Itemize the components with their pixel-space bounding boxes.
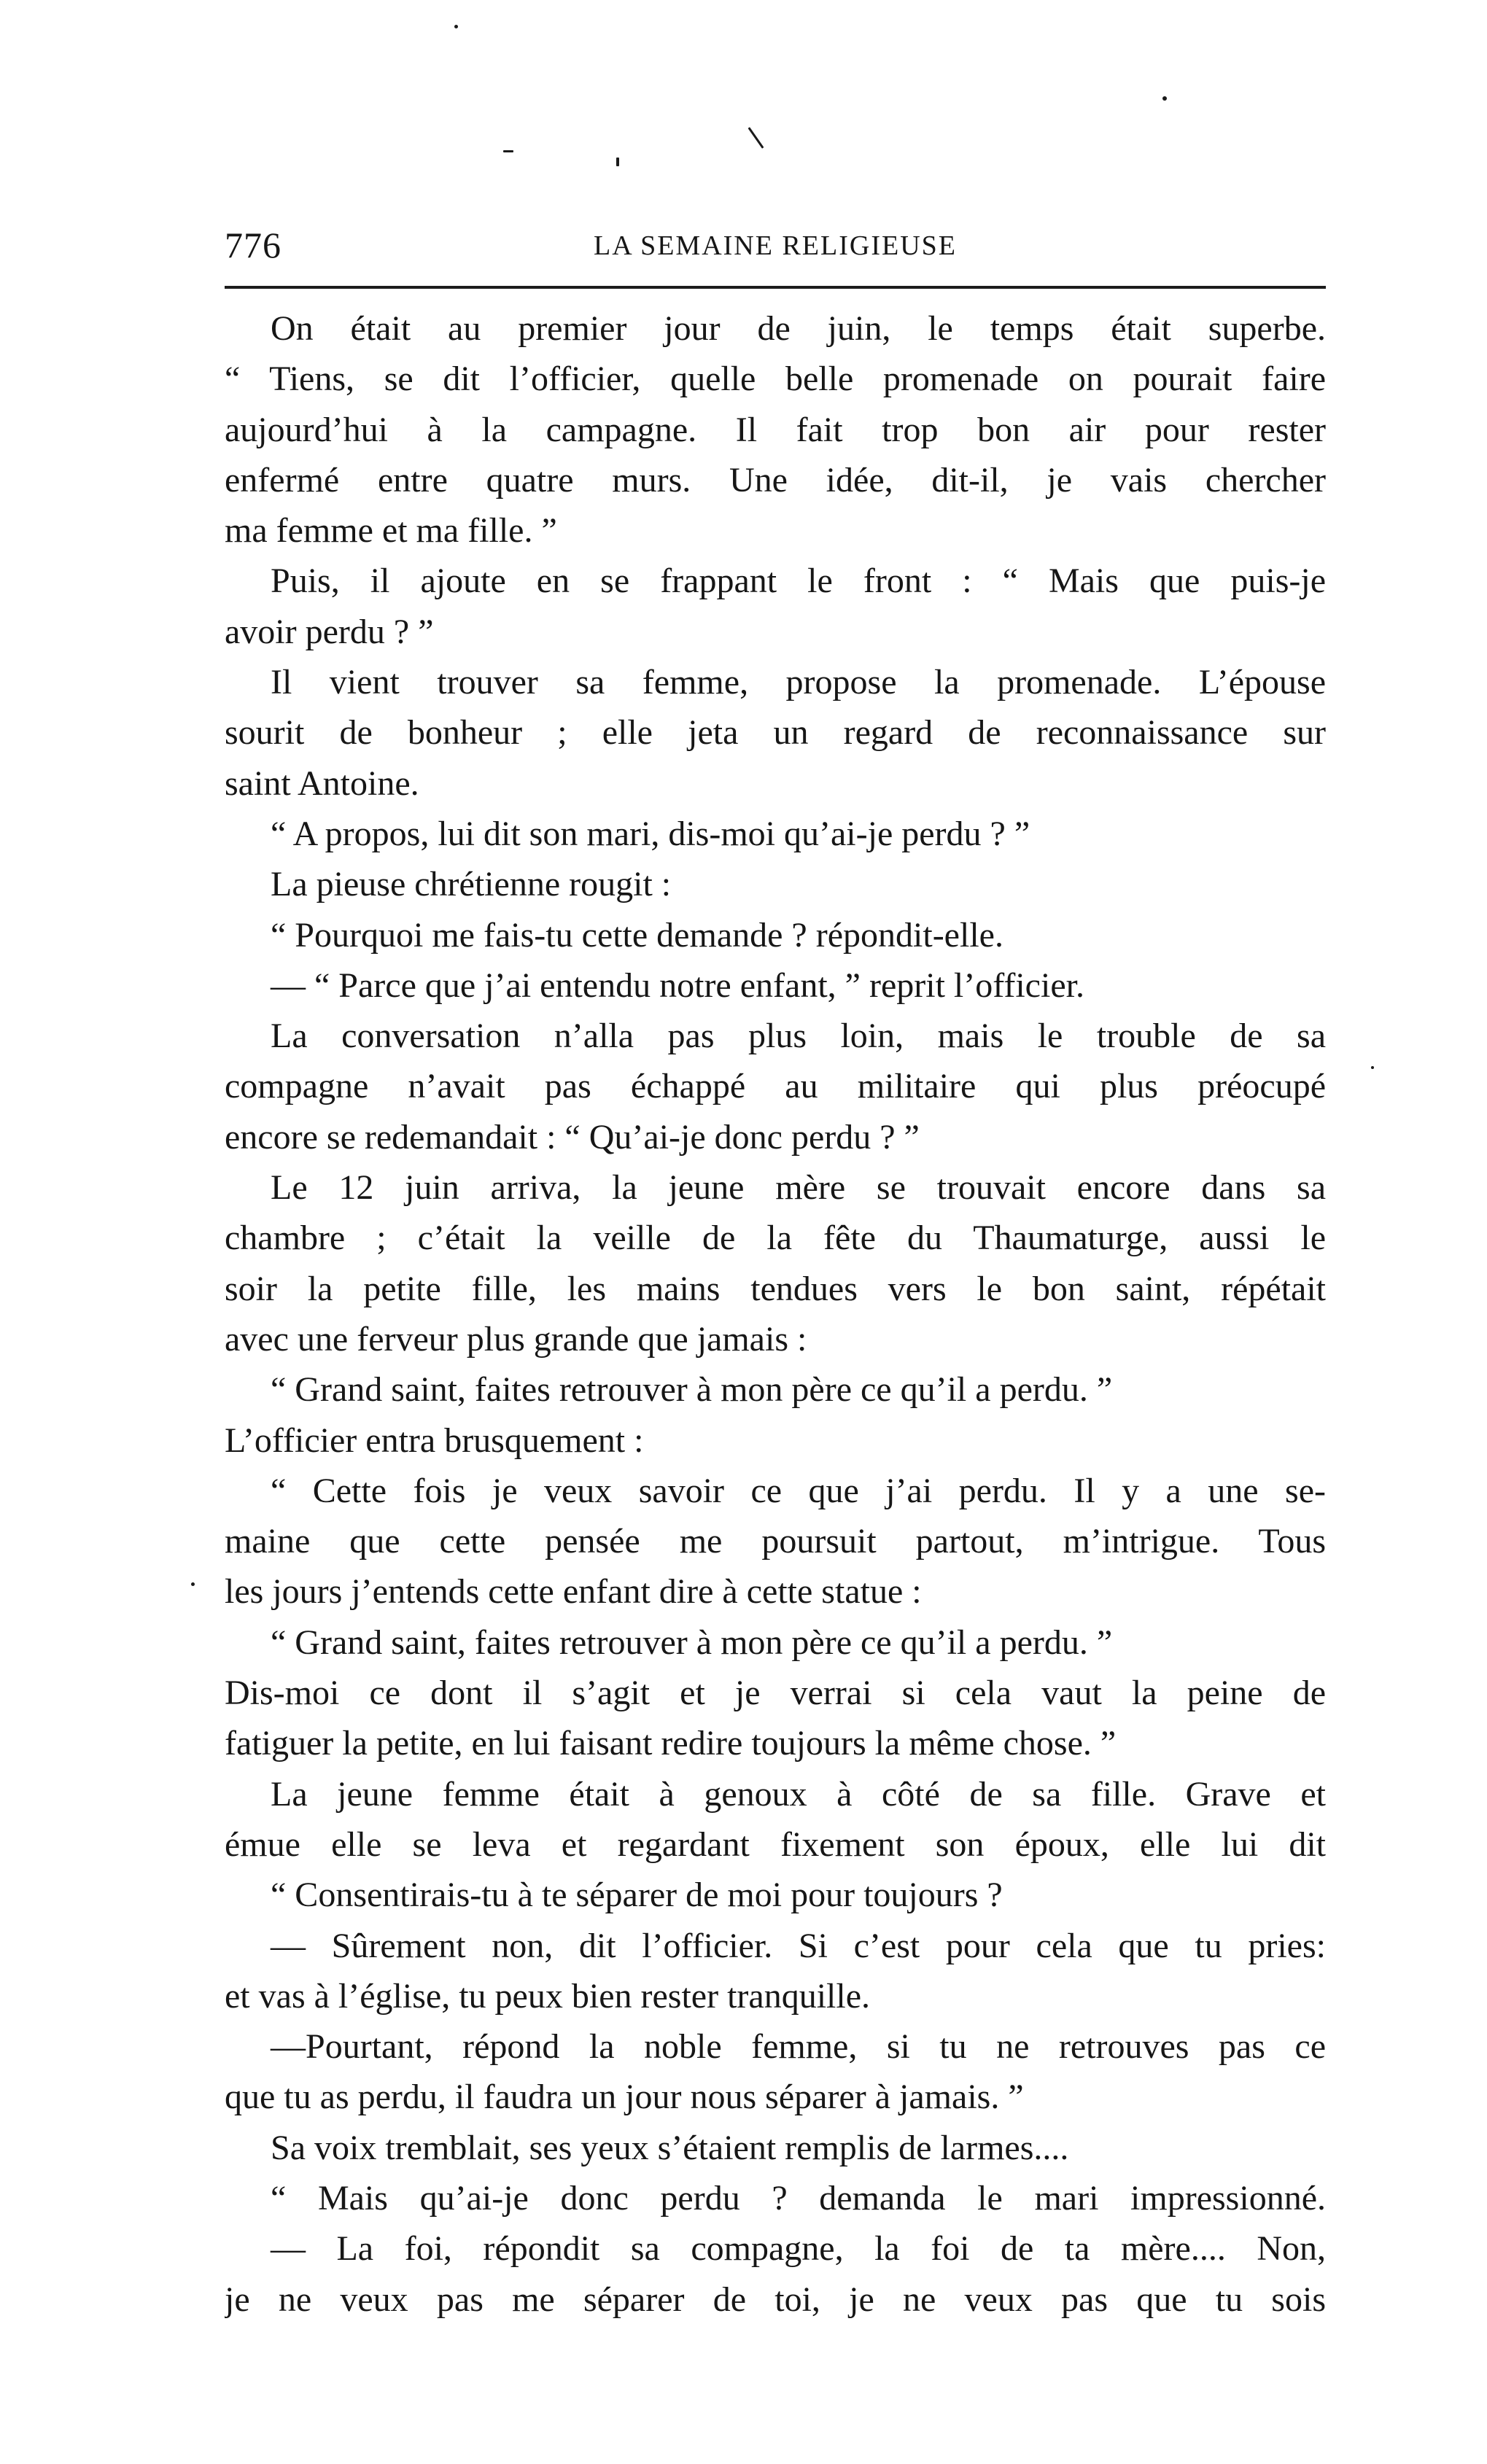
text-line: Dis-moi ce dont il s’agit et je verrai si cela vaut la peine de (225, 1674, 1326, 1713)
text-line: — La foi, répondit sa compagne, la foi de ta mère.... Non, (271, 2229, 1326, 2269)
text-line: que tu as perdu, il faudra un jour nous séparer à jamais. ” (225, 2078, 1024, 2117)
text-line: “ Grand saint, faites retrouver à mon père ce qu’il a perdu. ” (271, 1622, 1113, 1662)
text-line: La jeune femme était à genoux à côté de sa fille. Grave et (271, 1774, 1326, 1814)
text-line: La conversation n’alla pas plus loin, mais le trouble de sa (271, 1017, 1326, 1056)
text-line: les jours j’entends cette enfant dire à cette statue : (225, 1572, 922, 1612)
running-title: LA SEMAINE RELIGIEUSE (594, 230, 957, 261)
scan-speck (454, 25, 458, 28)
scan-speck (503, 150, 513, 152)
page-number: 776 (225, 225, 282, 265)
text-line: La pieuse chrétienne rougit : (271, 865, 672, 904)
text-line: et vas à l’église, tu peux bien rester tranquille. (225, 1976, 871, 2016)
text-line: “ Mais qu’ai-je donc perdu ? demanda le mari impressionné. (271, 2178, 1326, 2218)
text-line: Puis, il ajoute en se frappant le front : “ Mais que puis-je (271, 561, 1326, 601)
text-line: soir la petite fille, les mains tendues vers le bon saint, répétait (225, 1269, 1326, 1308)
text-line: — Sûrement non, dit l’officier. Si c’est pour cela que tu pries: (271, 1926, 1326, 1965)
text-line: On était au premier jour de juin, le temps était superbe. (271, 309, 1326, 348)
text-line: émue elle se leva et regardant fixement son époux, elle lui dit (225, 1824, 1326, 1864)
header-rule (225, 286, 1326, 289)
text-line: “ Pourquoi me fais-tu cette demande ? répondit-elle. (271, 915, 1003, 955)
text-line: — “ Parce que j’ai entendu notre enfant, ” reprit l’officier. (271, 965, 1084, 1005)
text-line: “ Consentirais-tu à te séparer de moi pour toujours ? (271, 1876, 1003, 1915)
text-line: ma femme et ma fille. ” (225, 511, 557, 551)
text-line: L’officier entra brusquement : (225, 1421, 644, 1460)
text-line: avoir perdu ? ” (225, 612, 434, 651)
text-line: encore se redemandait : “ Qu’ai-je donc perdu ? ” (225, 1117, 920, 1157)
body-text (225, 303, 1326, 2325)
text-line: aujourd’hui à la campagne. Il fait trop bon air pour rester (225, 410, 1326, 449)
text-line: “ Tiens, se dit l’officier, quelle belle promenade on pourait faire (225, 360, 1326, 399)
scan-speck (191, 1582, 195, 1586)
text-line: fatiguer la petite, en lui faisant redire toujours la même chose. ” (225, 1724, 1117, 1763)
page-header (225, 223, 1326, 267)
text-line: compagne n’avait pas échappé au militaire qui plus préocupé (225, 1067, 1326, 1106)
text-line: sourit de bonheur ; elle jeta un regard de reconnaissance sur (225, 713, 1326, 753)
text-line: enfermé entre quatre murs. Une idée, dit-il, je vais chercher (225, 460, 1326, 500)
text-line: maine que cette pensée me poursuit partout, m’intrigue. Tous (225, 1522, 1326, 1561)
text-line: “ Cette fois je veux savoir ce que j’ai perdu. Il y a une se- (271, 1471, 1326, 1510)
scan-speck (748, 127, 764, 149)
text-line: avec une ferveur plus grande que jamais : (225, 1319, 807, 1359)
text-line: Il vient trouver sa femme, propose la promenade. L’épouse (271, 663, 1326, 702)
scan-speck (1371, 1066, 1374, 1069)
scan-speck (616, 158, 619, 166)
text-line: “ Grand saint, faites retrouver à mon père ce qu’il a perdu. ” (271, 1370, 1113, 1410)
text-line: je ne veux pas me séparer de toi, je ne veux pas que tu sois (225, 2280, 1326, 2319)
text-line: Le 12 juin arriva, la jeune mère se trouvait encore dans sa (271, 1168, 1326, 1208)
text-line: saint Antoine. (225, 763, 419, 803)
scan-speck (1162, 96, 1167, 101)
text-line: —Pourtant, répond la noble femme, si tu ne retrouves pas ce (271, 2027, 1326, 2067)
text-line: “ A propos, lui dit son mari, dis-moi qu’ai-je perdu ? ” (271, 814, 1030, 853)
text-line: chambre ; c’était la veille de la fête du Thaumaturge, aussi le (225, 1219, 1326, 1258)
text-line: Sa voix tremblait, ses yeux s’étaient remplis de larmes.... (271, 2128, 1069, 2167)
